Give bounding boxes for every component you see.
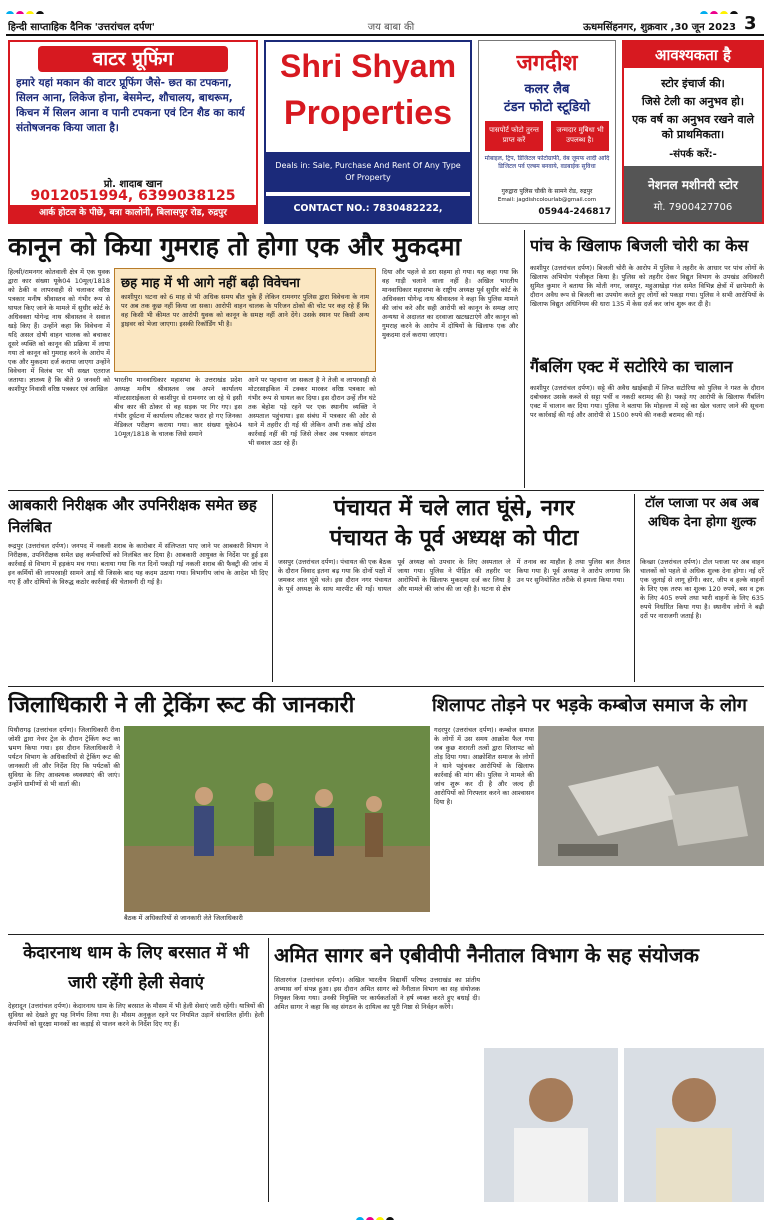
article-6-headline: टॉल प्लाजा पर अब अब अधिक देना होगा शुल्क [645, 496, 759, 530]
ad-need-title: आवश्यकता है [624, 42, 762, 68]
ad-shyam-line1: Shri Shyam [279, 48, 457, 84]
portrait-1 [484, 1048, 618, 1202]
masthead-left: हिन्दी साप्ताहिक दैनिक 'उत्तरांचल दर्पण' [8, 22, 155, 33]
ad-jagdish-sub2: टंडन फोटो स्टूडियो [504, 100, 590, 115]
sagar-photo-1 [484, 1048, 618, 1202]
article-4-headline: आबकारी निरीक्षक और उपनिरीक्षक समेत छह निलंबित [8, 496, 257, 536]
article-1-inset-body: काशीपुर। घटना को 6 माह से भी अधिक समय बीत चुके हैं लेकिन रामनगर पुलिस द्वारा विवेचना के नाम पर अब तक कुछ नहीं किया जा सका। आरोपी वाहन चालक के परिजन ठोको की चोट पर कह रहे हैं कि वह किसी भी कीमत पर आरोपी युवक को कानून के समक्ष नहीं आने देंगे। उसके स्थान पर किसी अन्य ड्राइवर को भेजा जाएगा। इसकी रिकॉर्डिंग भी है। [121, 293, 369, 328]
shilapat-photo [538, 726, 764, 866]
masthead [6, 16, 764, 36]
portrait-2 [624, 1048, 764, 1202]
masthead-date: ऊधमसिंहनगर, शुक्रवार ,30 जून 2023 [583, 22, 736, 33]
article-1-headline: कानून को किया गुमराह तो होगा एक और मुकदमा [8, 232, 462, 261]
masthead-center: जय बाबा की [367, 22, 415, 33]
column-divider [272, 494, 273, 682]
article-5-headline-1: पंचायत में चले लात घूंसे, नगर [333, 496, 575, 521]
article-3-headline: गैंबलिंग एक्ट में सटोरिये का चालान [530, 357, 733, 376]
ad-shyam-tagline: Deals in: Sale, Purchase And Rent Of Any Type Of Property [266, 152, 470, 192]
article-8-body: गदरपुर (उत्तरांचल दर्पण)। कम्बोज समाज के लोगों में उस समय आक्रोश फैल गया जब कुछ शरारती तत्वों द्वारा शिलापट को तोड़ दिया गया। आक्रोशित समाज के लोगों ने थाने पहुंचकर आरोपियों के खिलाफ कार्रवाई की मांग की। पुलिस ने मामले की जांच शुरू कर दी है और जल्द ही आरोपियों को गिरफ्तार करने का आश्वासन दिया है। [434, 726, 534, 806]
sagar-photo-2 [624, 1048, 764, 1202]
ad-water-title: वाटर प्रूफिंग [38, 46, 228, 72]
article-7-body: पिथौरागढ़ (उत्तरांचल दर्पण)। जिलाधिकारी रीना जोशी द्वारा नेचर ट्रेल के दौरान ट्रेकिंग रूट का भ्रमण किया गया। इस दौरान जिलाधिकारी ने पर्यटन विभाग के अधिकारियों से ट्रेकिंग रूट की जानकारी ली और निर्देश दिए कि पर्यटकों की सुविधा के लिए आवश्यक व्यवस्थाएं की जाएं। उन्होंने ग्रामीणों से भी वार्ता की। [8, 726, 120, 788]
article-9-headline: केदारनाथ धाम के लिए बरसात में भी जारी रहेंगी हेली सेवाएं [23, 943, 249, 993]
ad-water-phones: 9012051994, 6399038125 [30, 188, 236, 204]
ad-jagdish-services: मोबाइल, ट्रिप, डिजिटल फोटोग्राफी, वेब ज़ूमफ शादी आदि डिजिटल पर्व एल्बम बनवाये, वडबाईक सुविधा [484, 155, 610, 170]
article-3-body: काशीपुर (उत्तरांचल दर्पण)। सट्टे की अवैध खाईबाड़ी में लिप्त सटोरिया को पुलिस ने गश्त के दौरान दबोचकर उसके कब्जे से सट्टा पर्ची व नकदी बरामद की है। पकड़े गए आरोपी के खिलाफ गैंबलिंग एक्ट में चालान कर दिया गया। पुलिस ने बताया कि मोहल्ला में सट्टे का खेल चलाए जाने की सूचना पर कार्रवाई की गई और आरोपी से 1500 रुपये की नकदी बरामद की गई। [530, 384, 764, 419]
ad-jagdish [478, 40, 616, 224]
ad-jagdish-email: Email: jagdishcolourlab@gmail.com [497, 197, 597, 203]
ad-need-phone: मो. 7900427706 [653, 202, 733, 213]
ad-need-body2: जिसे टेली का अनुभव हो। [641, 95, 745, 108]
article-9-body: देहरादून (उत्तरांचल दर्पण)। केदारनाथ धाम के लिए बरसात के मौसम में भी हेली सेवाएं जारी रहेंगी। यात्रियों की सुविधा को देखते हुए यह निर्णय लिया गया है। मौसम अनुकूल रहने पर नियमित उड़ानें संचालित होंगी। हेली कंपनियों को सुरक्षा मानकों का कड़ाई से पालन करने के निर्देश दिए गए हैं। [8, 1002, 264, 1028]
ad-jagdish-box2: जन्मदार मुबिधा भी उपलब्ध है। [551, 121, 609, 151]
article-1-col-3: आने पर पहचाना जा सकता है ने तेजी व लापरवाही से मोटरसाइकिल में टक्कर मारकर वरिष्ठ पत्रकार को गंभीर रूप से घायल कर दिया। इस दौरान उन्हें तीन घंटे तक बेहोश पड़े रहने पर एक स्थानीय व्यक्ति ने अस्पताल पहुंचाया। इस संबंध में पत्रकार की ओर से थाने में तहरीर दी गई थी लेकिन अभी तक कोई ठोस कार्रवाई नहीं की गई जिसे लेकर अब पत्रकार संगठन भी सवाल उठा रहे हैं। [248, 376, 376, 447]
ad-need-body1: स्टोर इंचार्ज की। [661, 77, 725, 90]
ad-jagdish-box1: पासपोर्ट फोटो तुरन्त प्राप्त करें [485, 121, 543, 151]
ad-shyam-contact: CONTACT NO.: 7830482222, [266, 196, 470, 222]
article-2-headline: पांच के खिलाफ बिजली चोरी का केस [530, 236, 749, 255]
article-1-inset [114, 268, 376, 372]
ad-water-body: हमारे यहां मकान की वाटर प्रूफिंग जैसे- छत का टपकना, सिलन आना, लिकेज होना, बेसमेन्ट, शौचालय, बाथरूम, किचन में सिलन आना व पानी टपकना एवं टिन शैड का कार्य संतोषजनक किया जाता है। [16, 77, 245, 134]
article-6-body: किच्छा (उत्तरांचल दर्पण)। टोल प्लाजा पर अब वाहन चालकों को पहले से अधिक शुल्क देना होगा। नई दरें एक जुलाई से लागू होंगी। कार, जीप व हल्के वाहनों के लिए एक तरफ का शुल्क 120 रुपये, बस व ट्रक के लिए 405 रुपये तथा भारी वाहनों के लिए 635 रुपये निर्धारित किया गया है। स्थानीय लोगों ने बढ़ी दरों पर नाराजगी जताई है। [640, 558, 764, 620]
article-7-headline: जिलाधिकारी ने ली ट्रेकिंग रूट की जानकारी [8, 693, 355, 718]
page-number: 3 [744, 16, 757, 34]
section-divider [8, 490, 764, 491]
article-5-body: जसपुर (उत्तरांचल दर्पण)। पंचायत की एक बैठक के दौरान विवाद इतना बढ़ गया कि दोनों पक्षों में जमकर लात घूंसे चले। इस दौरान नगर पंचायत के पूर्व अध्यक्ष के साथ मारपीट की गई। घायल पूर्व अध्यक्ष को उपचार के लिए अस्पताल ले जाया गया। पुलिस ने पीड़ित की तहरीर पर आरोपियों के खिलाफ मुकदमा दर्ज कर लिया है और मामले की जांच की जा रही है। घटना से क्षेत्र में तनाव का माहौल है तथा पुलिस बल तैनात किया गया है। पूर्व अध्यक्ष ने आरोप लगाया कि उन पर सुनियोजित तरीके से हमला किया गया। [278, 558, 630, 593]
section-divider [8, 934, 764, 935]
column-divider [268, 938, 269, 1202]
article-8-headline: शिलापट तोड़ने पर भड़के कम्बोज समाज के लोग [432, 695, 747, 716]
ad-need-body3: एक वर्ष का अनुभव रखने वाले को प्राथमिकता। [632, 113, 754, 141]
ad-water-address: आर्क होटल के पीछे, बत्रा कालोनी, बिलासपुर रोड, रुद्रपुर [10, 205, 256, 222]
article-4-body: रूद्रपुर (उत्तरांचल दर्पण)। जनपद में नकली शराब के कारोबार में संलिप्तता पाए जाने पर आबकारी विभाग ने निरीक्षक, उपनिरीक्षक समेत छह कर्मचारियों को निलंबित कर दिया है। आबकारी आयुक्त के निर्देश पर हुई इस कार्रवाई से विभाग में हड़कंप मच गया। बताया गया कि गत दिनों पकड़ी गई नकली शराब की फैक्ट्री की जांच में इन कर्मियों की लापरवाही सामने आई थी जिसके बाद यह कदम उठाया गया। विभागीय जांच के आदेश भी दिए गए हैं और दोषियों के विरुद्ध कठोर कार्रवाई की चेतावनी दी गई है। [8, 542, 268, 586]
ad-water-name: प्रो. शादाब खान [103, 179, 163, 190]
column-divider [634, 494, 635, 682]
ad-jagdish-phone: 05944-246817 [538, 207, 611, 217]
article-1-col-1: हिल्सी/रामनगर कोतवाली क्षेत्र में एक युवक द्वारा कार संख्या यूके04 10मूल/1818 को ठेकी व लापरवाही से चलाकर वरिष्ठ पत्रकार मनीष श्रीवास्तव को गंभीर रूप से घायल किए जाने के मामले में सुधीर कोर्ट के अधिवक्ता योगेन्द्र नाथ श्रीवास्तव ने सवाल खड़े किए हैं। उन्होंने कहा कि विवेचना में यदि असल दोषी वाहन चालक को बचाकर दूसरे व्यक्ति को कानून की प्रक्रिया में लाया गया तो कानून को गुमराह करने के आरोप में एक और मुकदमा दर्ज कराया जाएगा उन्होंने विवेचना में विलंब पर भी सख्त एतराज जताया। ज्ञातव्य है कि बीते 9 जनवरी को काशीपुर निवासी वरिष्ठ पत्रकार एवं आखिल [8, 268, 110, 393]
ad-shyam-line2: Properties [283, 94, 453, 132]
color-registration-bottom [356, 1210, 416, 1220]
article-10-headline: अमित सागर बने एबीवीपी नैनीताल विभाग के सह संयोजक [274, 943, 700, 967]
trekking-photo-caption: बैठक में अधिकारियों से जानकारी लेते जिलाधिकारी [124, 914, 243, 922]
trekking-photo-figures [124, 726, 430, 912]
article-10-body: सितारगंज (उत्तरांचल दर्पण)। अखिल भारतीय विद्यार्थी परिषद उत्तराखंड का प्रांतीय अभ्यास वर्ग संपन्न हुआ। इस दौरान अमित सागर को नैनीताल विभाग का सह संयोजक नियुक्त किया गया। उनकी नियुक्ति पर कार्यकर्ताओं ने हर्ष व्यक्त करते हुए बधाई दी। अमित सागर ने कहा कि वह संगठन के दायित्व का पूरी निष्ठा से निर्वहन करेंगे। [274, 976, 480, 1011]
ad-water-proofing [8, 40, 258, 224]
article-1-col-2: भारतीय मानवाधिकार महासभा के उत्तराखंड प्रदेश अध्यक्ष मनीष श्रीवास्तव जब अपने कार्यालय मॉल्टसाराईकला से काशीपुर से रामनगर जा रहे थे इसी बीच कार की ठोकर से वह सड़क पर गिर गए। इस गंभीर दुर्घटना में कार्यालय लौटकर फरार हो गए जिनका मेडिकल परीक्षण कराया गया। कार संख्या यूके04 10मूल/1818 के चालक जिसे समाने [114, 376, 242, 438]
ad-jagdish-sub1: कलर लैब [524, 82, 570, 97]
article-5-headline-2: पंचायत के पूर्व अध्यक्ष को पीटा [329, 526, 579, 551]
trekking-photo [124, 726, 430, 912]
ad-need-company [624, 166, 762, 222]
ad-shri-shyam [264, 40, 472, 224]
broken-slab-figure [538, 726, 764, 866]
section-divider [8, 686, 764, 687]
ad-jagdish-title: जगदीश [516, 51, 578, 76]
article-8-continued [538, 870, 764, 930]
color-registration-right [700, 4, 760, 14]
ad-vacancy [622, 40, 764, 224]
article-2-body: काशीपुर (उत्तरांचल दर्पण)। बिजली चोरी के आरोप में पुलिस ने तहरीर के आधार पर पांच लोगों के खिलाफ अभियोग पंजीकृत किया है। पुलिस को तहरीर देकर विद्युत विभाग के उपखंड अधिकारी सुमित कुमार ने बताया कि मोती नगर, जसपुर, महुआखेड़ा गंज समेत विभिन्न क्षेत्रों में छापेमारी के दौरान अवैध रूप से बिजली का उपयोग करते हुए लोगों को पकड़ा गया। पुलिस ने सभी आरोपियों के खिलाफ विद्युत अधिनियम की धारा 135 में केस दर्ज कर जांच शुरू कर दी है। [530, 264, 764, 308]
color-registration-left [6, 4, 66, 14]
column-divider [524, 230, 525, 488]
article-1-col-4: दिया और पहले से डरा सहमा हो गया। यह कहा गया कि वह गाड़ी चलाने वाला नहीं है। अखिल भारतीय मानवाधिकार महासभा के राष्ट्रीय अध्यक्ष पूर्व सुधीर कोर्ट के अधिवक्ता योगेन्द्र नाथ श्रीवास्तव ने कहा कि पुलिस मामले की जांच करे और सही आरोपी को कानून के समक्ष लाए अन्यथा वे अदालत का दरवाजा खटखटाएंगे और कानून को गुमराह करने के आरोप में दोषियों के खिलाफ एक और मुकदमा दर्ज कराया जाएगा। [382, 268, 518, 339]
ad-jagdish-address: गुरुद्वारा पुलिस चौकी के सामने रोड, रुद्रपुर [501, 188, 593, 195]
ad-need-contact: -संपर्क करें:- [669, 149, 717, 160]
article-1-inset-title: छह माह में भी आगे नहीं बढ़ी विवेचना [121, 276, 300, 291]
ad-need-company-name: नेशनल मशीनरी स्टोर [648, 178, 738, 192]
